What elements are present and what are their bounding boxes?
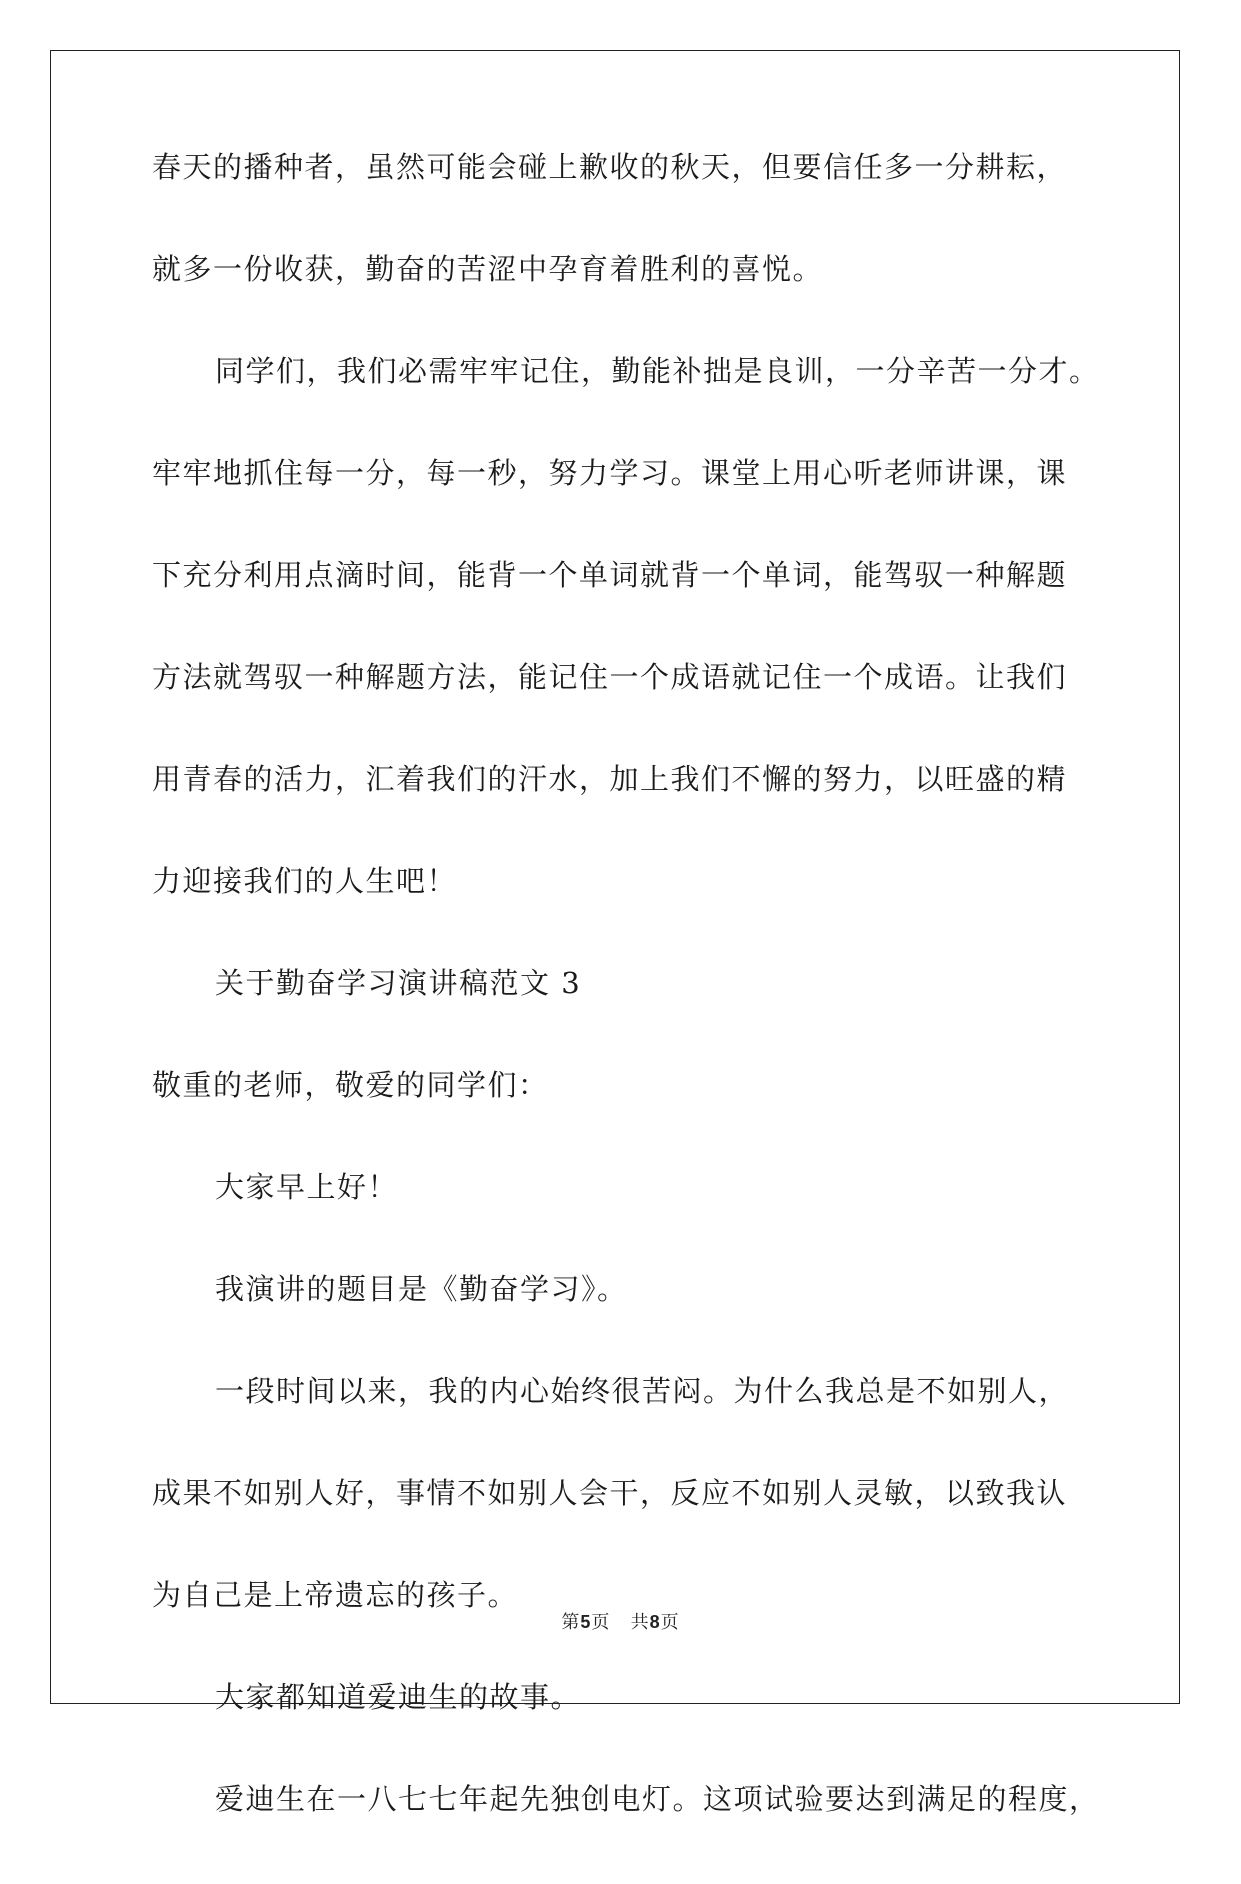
text-line: 大家都知道爱迪生的故事。 xyxy=(215,1680,582,1714)
total-page-count: 8 xyxy=(649,1612,661,1632)
footer-suffix: 页 xyxy=(660,1612,680,1633)
text-line: 成果不如别人好，事情不如别人会干，反应不如别人灵敏，以致我认 xyxy=(152,1476,1068,1510)
text-line: 就多一份收获，勤奋的苦涩中孕育着胜利的喜悦。 xyxy=(152,252,824,286)
text-line: 用青春的活力，汇着我们的汗水，加上我们不懈的努力，以旺盛的精 xyxy=(152,762,1068,796)
salutation: 敬重的老师，敬爱的同学们： xyxy=(152,1068,549,1102)
footer-prefix: 第 xyxy=(561,1612,581,1633)
current-page-number: 5 xyxy=(580,1612,592,1632)
text-line: 方法就驾驭一种解题方法，能记住一个成语就记住一个成语。让我们 xyxy=(152,660,1068,694)
text-line: 为自己是上帝遗忘的孩子。 xyxy=(152,1578,519,1612)
text-line: 爱迪生在一八七七年起先独创电灯。这项试验要达到满足的程度， xyxy=(215,1782,1100,1816)
section-heading: 关于勤奋学习演讲稿范文 3 xyxy=(215,966,582,1000)
text-line: 春天的播种者，虽然可能会碰上歉收的秋天，但要信任多一分耕耘， xyxy=(152,150,1068,184)
page-footer xyxy=(0,1608,1241,1634)
text-line: 下充分利用点滴时间，能背一个单词就背一个单词，能驾驭一种解题 xyxy=(152,558,1068,592)
text-line: 我演讲的题目是《勤奋学习》。 xyxy=(215,1272,628,1306)
text-line: 牢牢地抓住每一分，每一秒，努力学习。课堂上用心听老师讲课，课 xyxy=(152,456,1068,490)
greeting: 大家早上好！ xyxy=(215,1170,399,1204)
text-line: 力迎接我们的人生吧！ xyxy=(152,864,458,898)
text-line: 同学们，我们必需牢牢记住，勤能补拙是良训，一分辛苦一分才。 xyxy=(215,354,1100,388)
text-line: 一段时间以来，我的内心始终很苦闷。为什么我总是不如别人， xyxy=(215,1374,1070,1408)
footer-middle: 页 共 xyxy=(591,1612,650,1633)
